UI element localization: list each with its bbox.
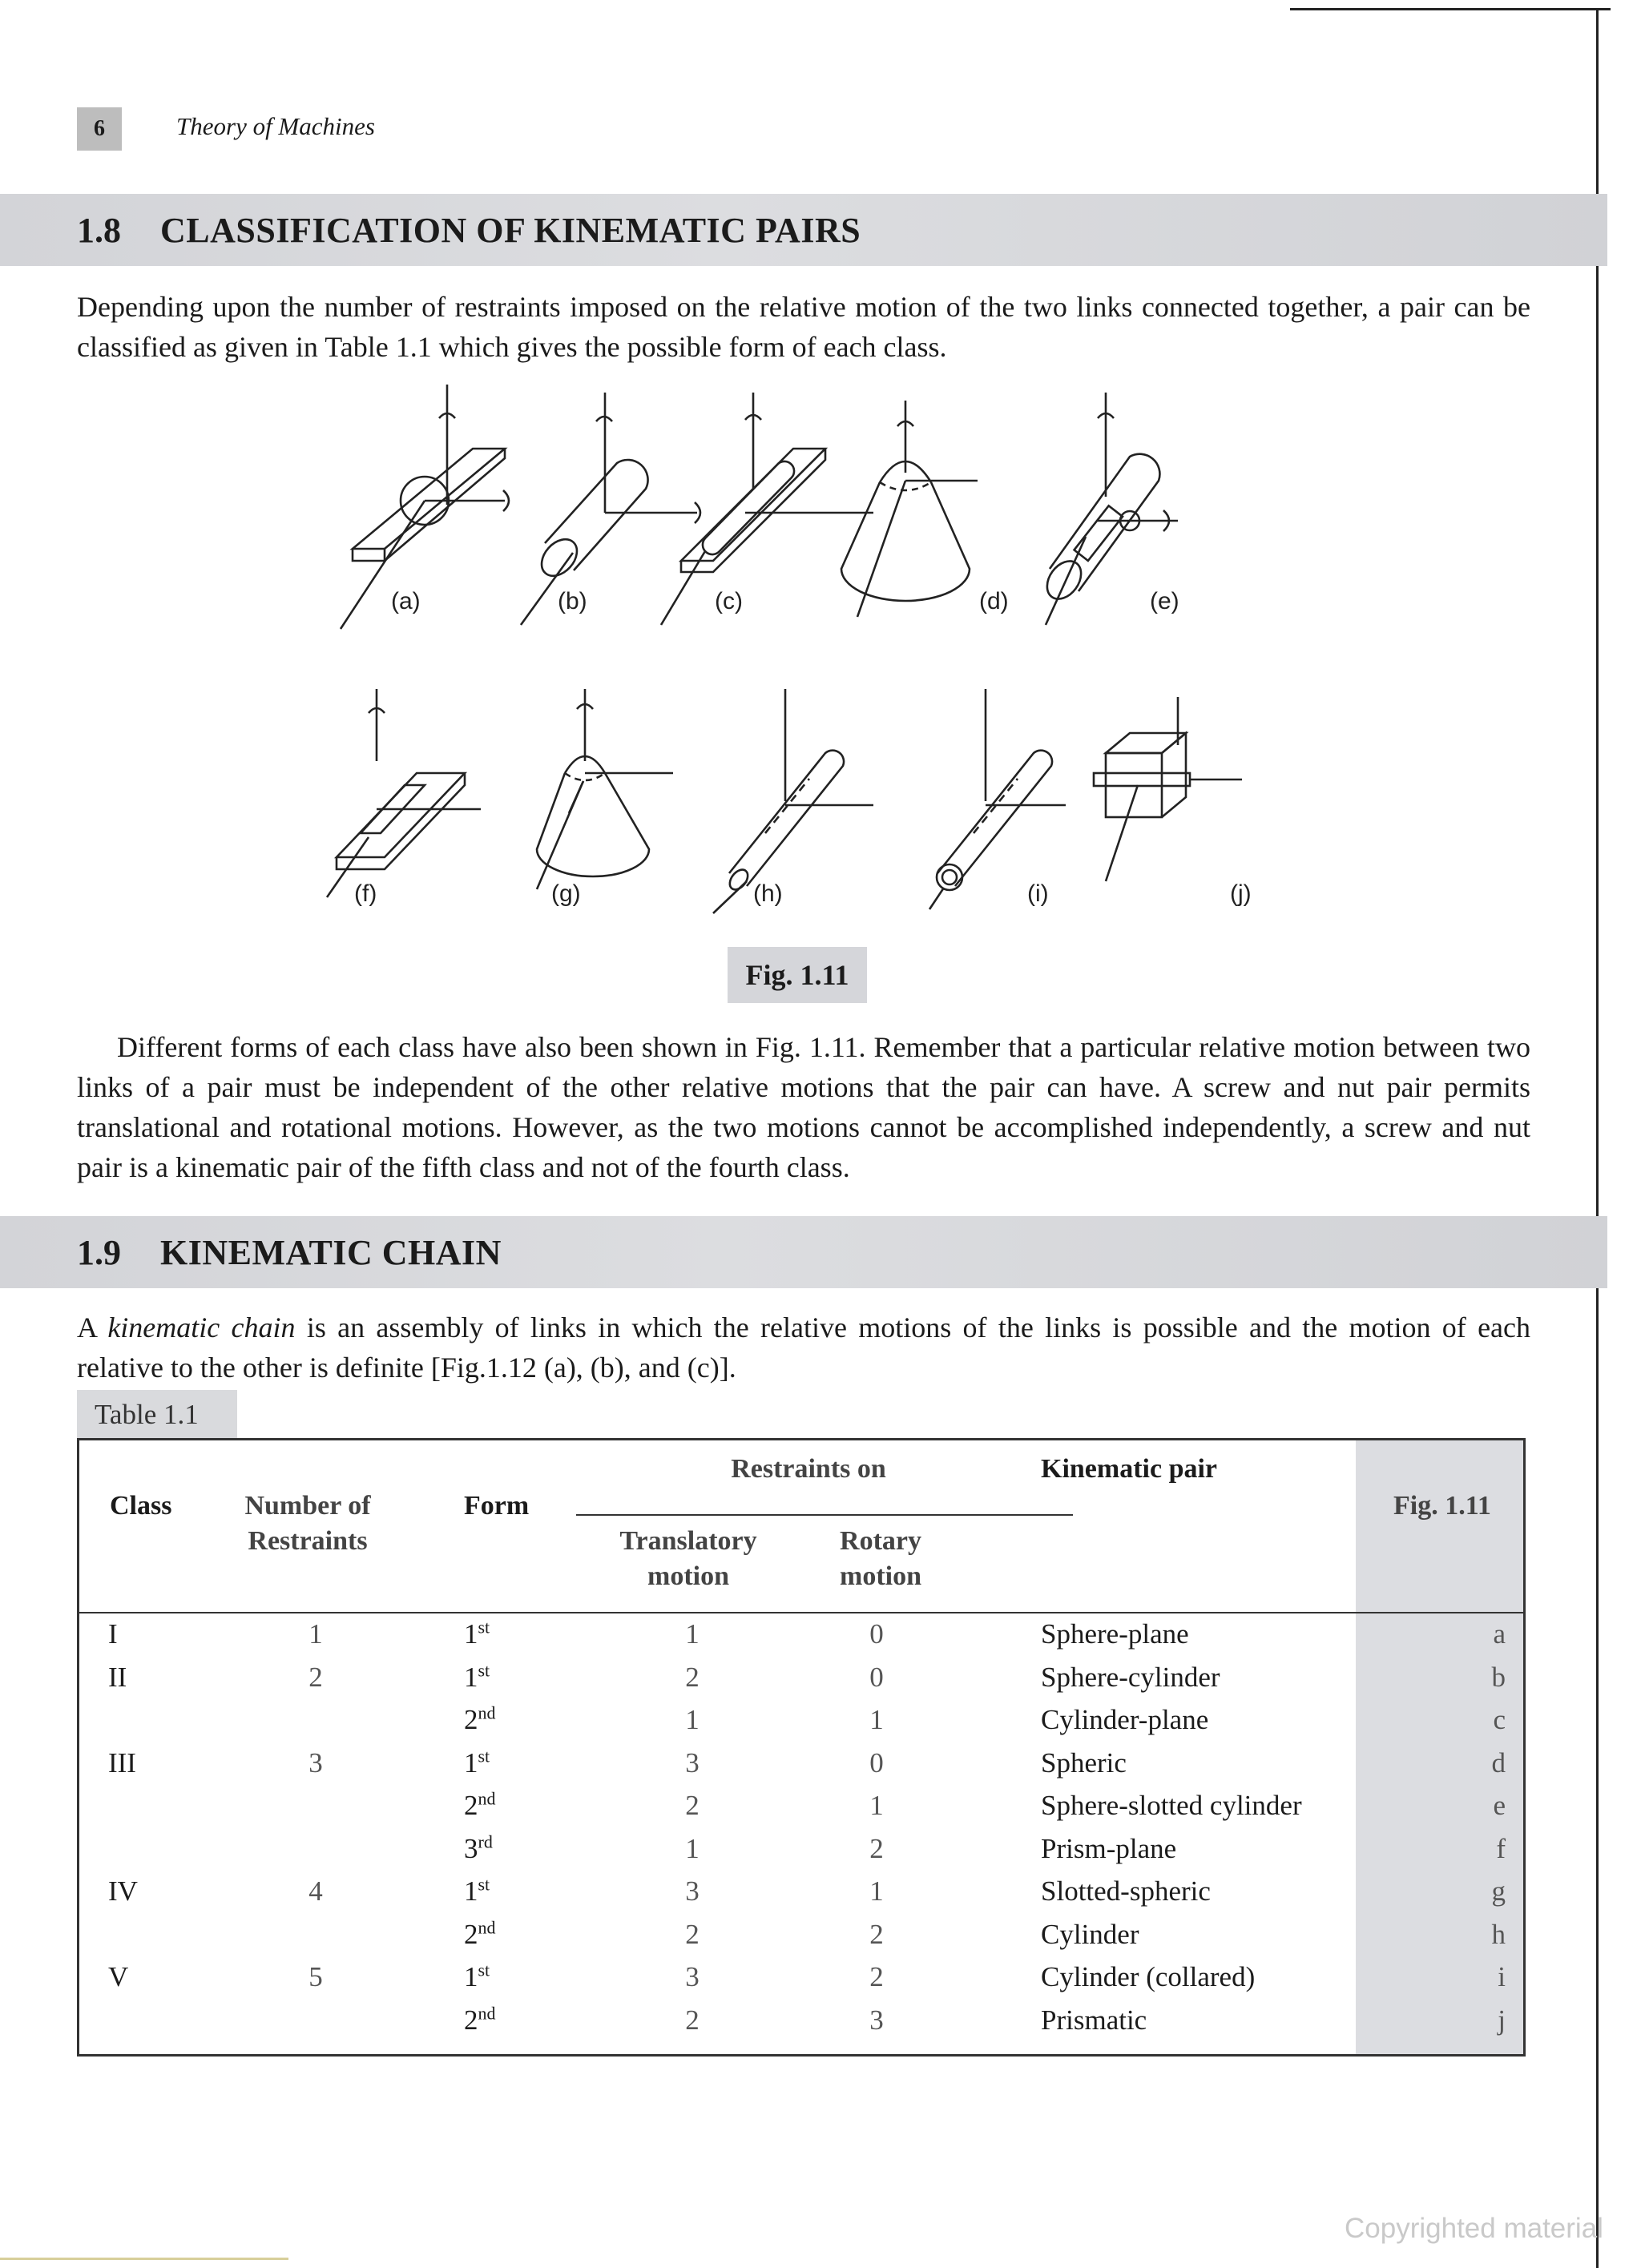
cell-kinematic-pair: Cylinder (collared) bbox=[1041, 1961, 1256, 1992]
cell-fig: h bbox=[1491, 1918, 1506, 1950]
cell-rotary: 1 bbox=[869, 1875, 884, 1907]
form-number: 1 bbox=[464, 1618, 478, 1650]
figure-discussion-text: Different forms of each class have also been shown in Fig. 1.11. Remember that a particular relative motion between two links of a pair must be independent of the other relative motions that the pair can have. A screw and nut pair permits translational and rotational motions. However, as the two motions cannot be accomplished independently, a screw and nut pair is a kinematic pair of the fifth class and not of the fourth class. bbox=[77, 1031, 1530, 1183]
form-number: 2 bbox=[464, 1918, 478, 1950]
section-intro-paragraph: Depending upon the number of restraints imposed on the relative motion of the two links connected together, a pair can be classified as given in Table 1.1 which gives the possible form of each class. bbox=[77, 291, 1530, 363]
kinematic-chain-lead: A bbox=[77, 1311, 108, 1343]
figure-label-h: (h) bbox=[753, 880, 783, 907]
cell-kinematic-pair: Sphere-cylinder bbox=[1041, 1661, 1220, 1693]
cell-rotary: 0 bbox=[869, 1746, 884, 1779]
cell-translatory: 2 bbox=[685, 1790, 700, 1821]
cell-rotary: 0 bbox=[869, 1661, 884, 1693]
header-separator bbox=[79, 1612, 1523, 1613]
form-ordinal-suffix: nd bbox=[478, 1788, 496, 1809]
cell-translatory: 2 bbox=[685, 2004, 700, 2036]
figure-label-a: (a) bbox=[391, 588, 421, 614]
header-class: Class bbox=[110, 1491, 172, 1521]
figure-panel-c bbox=[661, 393, 873, 625]
figure-label-f: (f) bbox=[354, 880, 377, 907]
form-ordinal-suffix: st bbox=[478, 1659, 490, 1680]
figure-label-e: (e) bbox=[1150, 588, 1179, 614]
form-ordinal-suffix: nd bbox=[478, 2002, 496, 2023]
header-number-of-restraints: Number of Restraints bbox=[244, 1491, 371, 1556]
cell-restraints: 3 bbox=[308, 1746, 323, 1779]
kinematic-pairs-drawing bbox=[296, 369, 1338, 929]
cell-fig: d bbox=[1491, 1746, 1506, 1779]
figure-caption: Fig. 1.11 bbox=[728, 947, 867, 1003]
cell-translatory: 3 bbox=[685, 1746, 700, 1779]
cell-form bbox=[464, 1704, 496, 1736]
cell-kinematic-pair: Cylinder-plane bbox=[1041, 1704, 1209, 1735]
figure-panel-a bbox=[341, 385, 509, 629]
cell-kinematic-pair: Sphere-slotted cylinder bbox=[1041, 1790, 1302, 1821]
form-ordinal-suffix: st bbox=[478, 1874, 490, 1895]
cell-rotary: 1 bbox=[869, 1790, 884, 1821]
section-title: KINEMATIC CHAIN bbox=[160, 1233, 502, 1272]
cell-restraints: 4 bbox=[308, 1875, 323, 1907]
figure-panel-f bbox=[327, 689, 481, 897]
form-number: 2 bbox=[464, 2004, 478, 2036]
top-rule bbox=[1290, 8, 1611, 10]
figure-label-c: (c) bbox=[715, 588, 743, 614]
kinematic-chain-paragraph bbox=[77, 1307, 1530, 1388]
cell-translatory: 2 bbox=[685, 1918, 700, 1950]
cell-fig: a bbox=[1493, 1618, 1506, 1650]
form-number: 1 bbox=[464, 1961, 478, 1992]
restraints-on-underline bbox=[576, 1514, 1073, 1516]
form-ordinal-suffix: st bbox=[478, 1617, 490, 1638]
cell-kinematic-pair: Prism-plane bbox=[1041, 1832, 1177, 1864]
cell-form bbox=[464, 1659, 490, 1694]
header-translatory-motion: Translatory motion bbox=[619, 1526, 757, 1591]
figure-panel-b bbox=[521, 393, 700, 625]
cell-rotary: 3 bbox=[869, 2004, 884, 2036]
form-ordinal-suffix: nd bbox=[478, 1702, 496, 1723]
cell-class: III bbox=[108, 1746, 136, 1779]
cell-rotary: 2 bbox=[869, 1832, 884, 1864]
bottom-rule bbox=[0, 2258, 288, 2260]
copyright-watermark: Copyrighted material bbox=[1345, 2213, 1603, 2244]
cell-form bbox=[464, 1790, 496, 1822]
cell-class: V bbox=[108, 1961, 129, 1992]
cell-translatory: 1 bbox=[685, 1832, 700, 1864]
figure-label-b: (b) bbox=[558, 588, 587, 614]
figure-label-j: (j) bbox=[1230, 880, 1252, 907]
section-number: 1.9 bbox=[77, 1233, 121, 1272]
table-1-1 bbox=[77, 1438, 1526, 2057]
form-number: 1 bbox=[464, 1746, 478, 1779]
header-rotary-motion: Rotary motion bbox=[840, 1526, 921, 1591]
cell-translatory: 3 bbox=[685, 1961, 700, 1992]
section-title: CLASSIFICATION OF KINEMATIC PAIRS bbox=[160, 211, 861, 250]
cell-class: IV bbox=[108, 1875, 138, 1907]
cell-fig: j bbox=[1498, 2004, 1506, 2036]
page-number: 6 bbox=[94, 116, 105, 141]
form-ordinal-suffix: nd bbox=[478, 1916, 496, 1937]
cell-kinematic-pair: Sphere-plane bbox=[1041, 1618, 1189, 1650]
running-header-title: Theory of Machines bbox=[176, 112, 375, 140]
cell-form bbox=[464, 1916, 496, 1951]
form-number: 3 bbox=[464, 1832, 478, 1864]
cell-fig: i bbox=[1498, 1961, 1506, 1992]
form-number: 1 bbox=[464, 1661, 478, 1693]
form-ordinal-suffix: st bbox=[478, 1960, 490, 1980]
figure-panel-d bbox=[841, 401, 978, 617]
cell-kinematic-pair: Cylinder bbox=[1041, 1918, 1139, 1950]
cell-rotary: 1 bbox=[869, 1704, 884, 1735]
header-form: Form bbox=[464, 1491, 530, 1521]
figure-1-11 bbox=[296, 369, 1338, 929]
cell-fig: b bbox=[1491, 1661, 1506, 1693]
figure-label-d: (d) bbox=[979, 588, 1009, 614]
cell-class: I bbox=[108, 1618, 118, 1650]
cell-fig: f bbox=[1496, 1832, 1506, 1864]
cell-translatory: 1 bbox=[685, 1618, 700, 1650]
form-number: 2 bbox=[464, 1790, 478, 1821]
cell-kinematic-pair: Slotted-spheric bbox=[1041, 1875, 1211, 1907]
figure-label-i: (i) bbox=[1027, 880, 1049, 907]
cell-form bbox=[464, 1833, 493, 1865]
cell-fig: c bbox=[1493, 1704, 1506, 1735]
cell-restraints: 5 bbox=[308, 1961, 323, 1992]
cell-form bbox=[464, 2004, 496, 2036]
cell-form bbox=[464, 1618, 490, 1650]
form-number: 2 bbox=[464, 1704, 478, 1735]
cell-translatory: 3 bbox=[685, 1875, 700, 1907]
cell-form bbox=[464, 1875, 490, 1907]
header-kinematic-pair: Kinematic pair bbox=[1041, 1454, 1218, 1484]
right-margin-rule bbox=[1596, 8, 1599, 2268]
figure-panel-g bbox=[537, 689, 673, 889]
cell-rotary: 0 bbox=[869, 1618, 884, 1650]
form-ordinal-suffix: rd bbox=[478, 1831, 493, 1851]
kinematic-chain-rest: is an assembly of links in which the relative motions of the links is possible and the motion of each relative to the other is definite [Fig.1.12 (a), (b), and (c)]. bbox=[77, 1311, 1531, 1384]
header-fig: Fig. 1.11 bbox=[1393, 1491, 1491, 1521]
cell-form bbox=[464, 1961, 490, 1993]
figure-label-g: (g) bbox=[551, 880, 581, 907]
cell-rotary: 2 bbox=[869, 1961, 884, 1992]
kinematic-chain-term: kinematic chain bbox=[107, 1311, 296, 1343]
cell-kinematic-pair: Spheric bbox=[1041, 1746, 1127, 1779]
cell-class: II bbox=[108, 1661, 127, 1693]
cell-fig: g bbox=[1491, 1875, 1506, 1907]
cell-form bbox=[464, 1747, 490, 1779]
table-label: Table 1.1 bbox=[77, 1390, 237, 1440]
figure-panel-j bbox=[1094, 697, 1242, 881]
cell-restraints: 2 bbox=[308, 1661, 323, 1693]
figure-panel-i bbox=[929, 689, 1066, 909]
figure-panel-h bbox=[713, 689, 873, 913]
cell-restraints: 1 bbox=[308, 1618, 323, 1650]
figure-discussion-paragraph bbox=[77, 1027, 1530, 1187]
cell-rotary: 2 bbox=[869, 1918, 884, 1950]
section-number: 1.8 bbox=[77, 211, 121, 250]
cell-kinematic-pair: Prismatic bbox=[1041, 2004, 1147, 2036]
cell-translatory: 1 bbox=[685, 1704, 700, 1735]
cell-translatory: 2 bbox=[685, 1661, 700, 1693]
form-ordinal-suffix: st bbox=[478, 1745, 490, 1766]
header-restraints-on: Restraints on bbox=[731, 1454, 886, 1484]
cell-fig: e bbox=[1493, 1790, 1506, 1821]
form-number: 1 bbox=[464, 1875, 478, 1907]
